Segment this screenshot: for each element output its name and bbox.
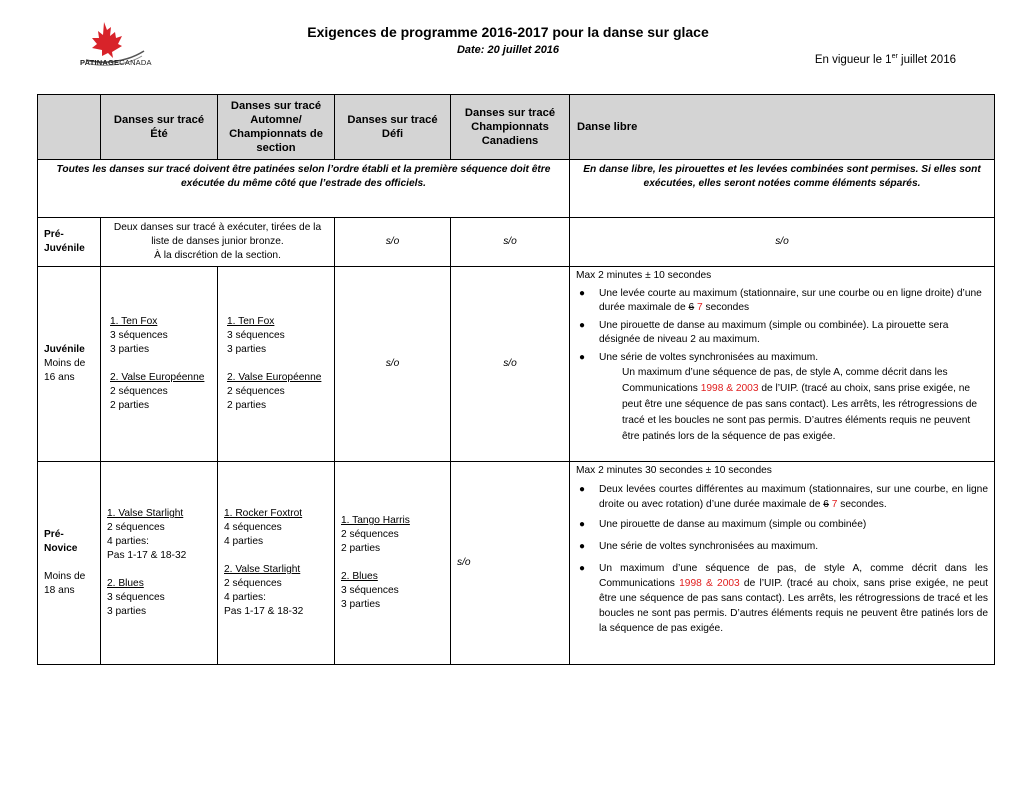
dance-name: 1. Valse Starlight <box>107 508 184 519</box>
juvenile-canadiens: s/o <box>451 267 570 462</box>
free-duration: Max 2 minutes 30 secondes ± 10 secondes <box>576 465 772 476</box>
header-row <box>38 95 995 160</box>
level-juvenile: Juvénile Moins de 16 ans <box>38 267 101 462</box>
row-juvenile <box>38 267 995 462</box>
pre-novice-defi: 1. Tango Harris 2 séquences 2 parties 2. Blues 3 séquences 3 parties <box>335 462 451 665</box>
requirements-table <box>37 94 995 665</box>
bullet-icon: ● <box>579 563 586 574</box>
header-canadiens: Danses sur tracé Championnats Canadiens <box>451 95 570 160</box>
bullet-icon: ● <box>579 519 586 530</box>
dance-name: 1. Ten Fox <box>110 316 158 327</box>
bullet-icon: ● <box>579 484 586 495</box>
list-item: ● Une série de voltes synchronisées au maximum. <box>579 352 819 363</box>
juvenile-defi: s/o <box>335 267 451 462</box>
page-date: Date: 20 juillet 2016 <box>456 44 560 56</box>
list-item: ● Une levée courte au maximum (stationnaire, sur une courbe ou en ligne droite) d’une durée maximale de 6 7 secondes <box>579 288 982 313</box>
juvenile-fall: 1. Ten Fox 3 séquences 3 parties 2. Valse Européenne 2 séquences 2 parties <box>218 267 335 462</box>
dance-name: 2. Blues <box>341 571 378 582</box>
pre-novice-fall: 1. Rocker Foxtrot 4 séquences 4 parties 2. Valse Starlight 2 séquences 4 parties: Pas 1-17 & 18-32 <box>218 462 335 665</box>
effective-date: En vigueur le 1er juillet 2016 <box>814 53 956 66</box>
pre-novice-canadiens: s/o <box>451 462 570 665</box>
header-fall: Danses sur tracé Automne/ Championnats de section <box>218 95 335 160</box>
rules-row <box>38 160 995 218</box>
level-pre-juvenile: Pré- Juvénile <box>38 218 101 267</box>
bullet-icon: ● <box>579 288 586 299</box>
free-duration: Max 2 minutes ± 10 secondes <box>576 270 712 281</box>
row-pre-juvenile <box>38 218 995 267</box>
pre-novice-free-dance <box>570 462 995 665</box>
pre-novice-summer: 1. Valse Starlight 2 séquences 4 parties: Pas 1-17 & 18-32 2. Blues 3 séquences 3 parties <box>101 462 218 665</box>
dance-name: 2. Valse Européenne <box>227 372 322 383</box>
header-level <box>38 95 101 160</box>
logo-wordmark: PATINAGECANADA <box>80 58 152 67</box>
level-pre-novice: Pré- Novice Moins de 18 ans <box>38 462 101 665</box>
pre-juvenile-free: s/o <box>570 218 995 267</box>
dance-name: 1. Tango Harris <box>341 515 410 526</box>
header-defi: Danses sur tracé Défi <box>335 95 451 160</box>
header-summer: Danses sur tracé Été <box>101 95 218 160</box>
pre-juvenile-defi: s/o <box>335 218 451 267</box>
header-free-dance: Danse libre <box>570 95 995 160</box>
dance-name: 2. Blues <box>107 578 144 589</box>
pre-juvenile-summer-fall: Deux danses sur tracé à exécuter, tirées de la liste de danses junior bronze. À la discrétion de la section. <box>101 218 335 267</box>
free-dance-rule: En danse libre, les pirouettes et les levées combinées sont permises. Si elles sont exécutées, elles seront notées comme éléments séparés. <box>570 160 995 218</box>
pre-juvenile-canadiens: s/o <box>451 218 570 267</box>
bullet-icon: ● <box>579 320 586 331</box>
juvenile-free-dance <box>570 267 995 462</box>
page-title: Exigences de programme 2016-2017 pour la danse sur glace <box>307 24 709 40</box>
dance-name: 1. Ten Fox <box>227 316 275 327</box>
dance-name: 2. Valse Européenne <box>110 372 205 383</box>
juvenile-summer: 1. Ten Fox 3 séquences 3 parties 2. Valse Européenne 2 séquences 2 parties <box>101 267 218 462</box>
step-sequence-text: Un maximum d’une séquence de pas, de style A, comme décrit dans les Communications 1998 & 2003 de l’UIP. (tracé au choix, sans prise exigée, ne peut être une séquence de pas sans contact). Les arrêts, les rétrogressions de tracé et les boucles ne sont pas permis. D’autres éléments requis ne peuvent être patinés lors de la séquence de pas exigée. <box>622 367 978 442</box>
bullet-icon: ● <box>579 541 586 552</box>
dance-name: 1. Rocker Foxtrot <box>224 508 303 519</box>
row-pre-novice <box>38 462 995 665</box>
list-item: ● Une série de voltes synchronisées au maximum. <box>579 541 819 552</box>
list-item: ● Une pirouette de danse au maximum (simple ou combinée). La pirouette sera désignée de niveau 2 au maximum. <box>579 320 949 345</box>
dance-name: 2. Valse Starlight <box>224 564 301 575</box>
list-item: ● Un maximum d’une séquence de pas, de style A, comme décrit dans les Communications 1998 & 2003 de l’UIP. (tracé au choix, sans prise exigée, ne peut être une séquence de pas sans contact). Les arrêts, les rétrogressions de tracé et les boucles ne sont pas permis. D’autres éléments requis ne peuvent être patinés lors de la séquence de pas exigée. <box>579 563 988 634</box>
list-item: ● Deux levées courtes différentes au maximum (stationnaires, sur une courbe, en ligne droite ou avec rotation) d’une durée maximale de 6 7 secondes. <box>579 484 988 510</box>
pattern-dance-rule: Toutes les danses sur tracé doivent être patinées selon l’ordre établi et la première séquence doit être exécutée du même côté que l’estrade des officiels. <box>38 160 570 218</box>
list-item: ● Une pirouette de danse au maximum (simple ou combinée) <box>579 519 867 530</box>
bullet-icon: ● <box>579 352 586 363</box>
